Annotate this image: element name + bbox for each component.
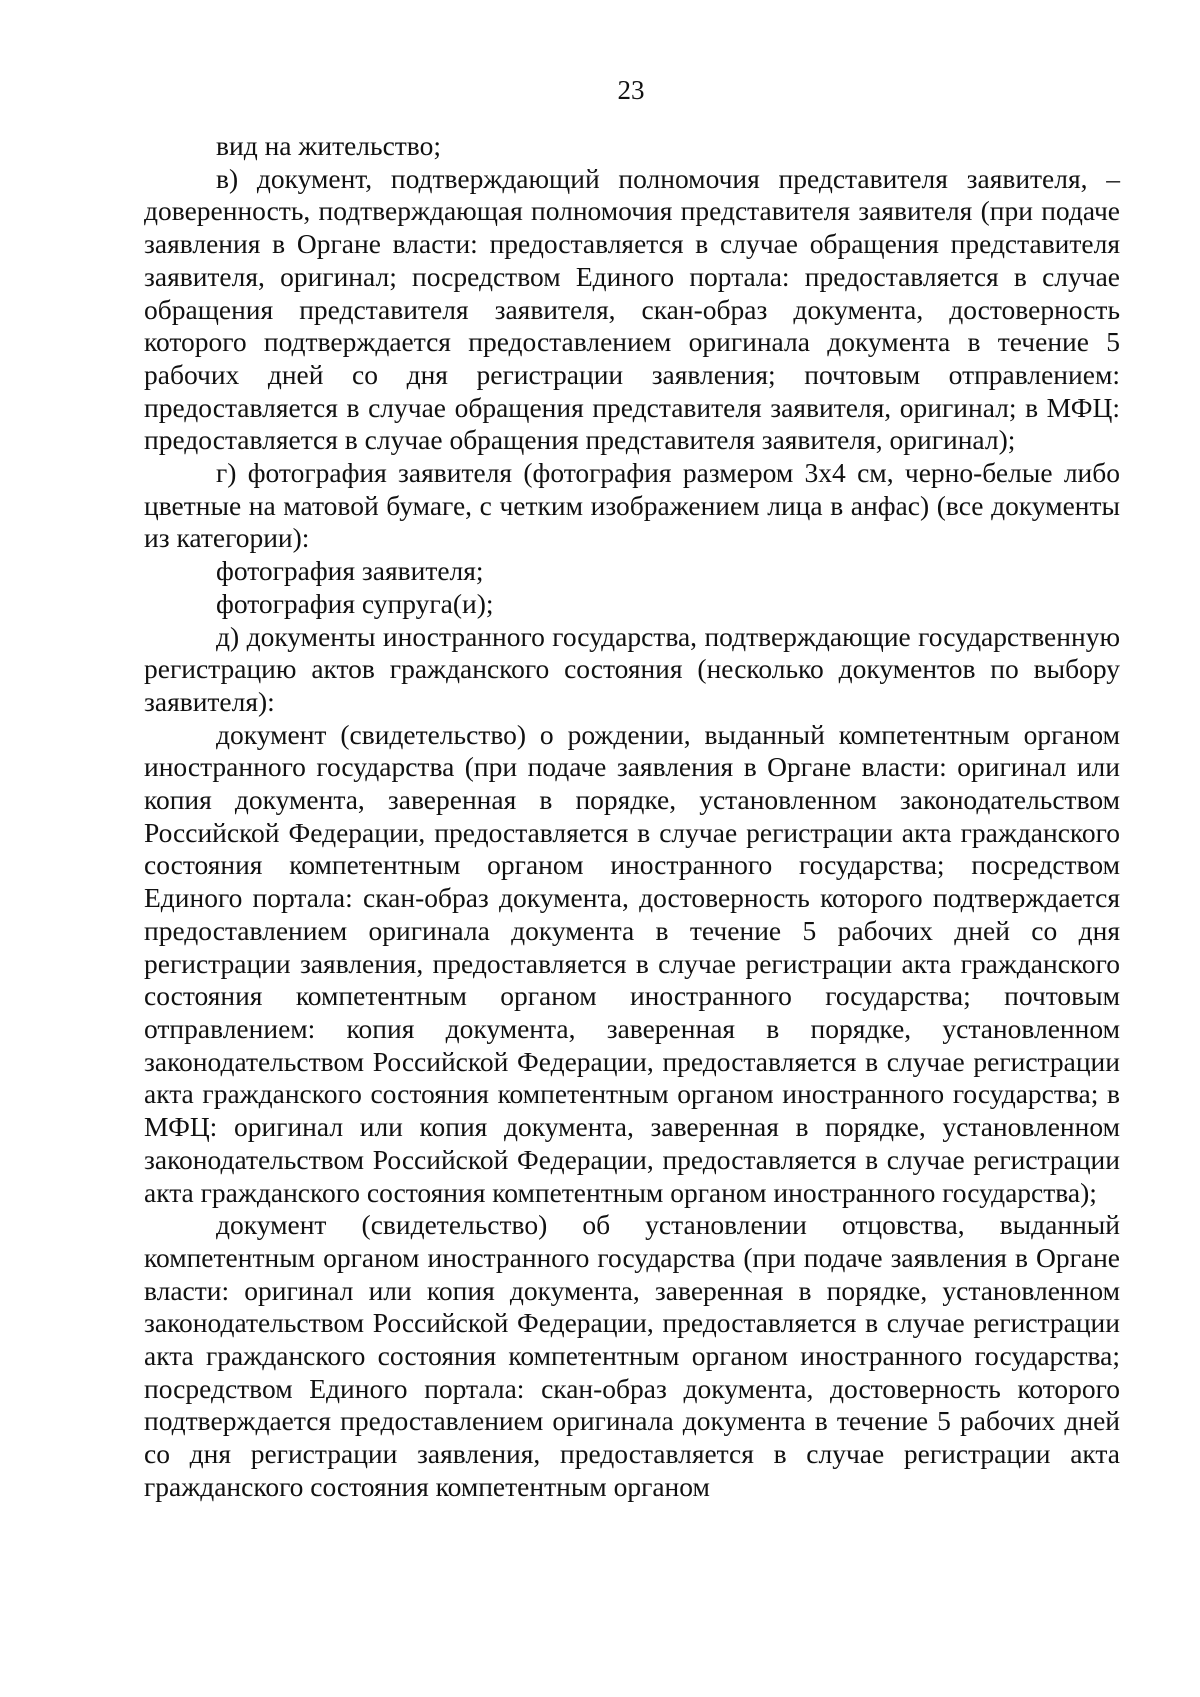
paragraph-representative-authority: в) документ, подтверждающий полномочия представителя заявителя, – доверенность, подтверждающая полномочия представителя заявителя (при подаче заявления в Органе власти: предоставляется в случае обращения представителя заявителя, оригинал; посредством Единого портала: предоставляется в случае обращения представителя заявителя, скан-образ документа, достоверность которого подтверждается предоставлением оригинала документа в течение 5 рабочих дней со дня регистрации заявления; почтовым отправлением: предоставляется в случае обращения представителя заявителя, оригинал; в МФЦ: предоставляется в случае обращения представителя заявителя, оригинал); xyxy=(144,162,1120,456)
page-number: 23 xyxy=(617,75,645,105)
paragraph-photo-spouse: фотография супруга(и); xyxy=(216,587,494,619)
paragraph-photo-applicant: фотография заявителя; xyxy=(216,555,484,587)
document-body xyxy=(144,130,1120,1504)
paragraph-birth-certificate: документ (свидетельство) о рождении, выданный компетентным органом иностранного государства (при подаче заявления в Органе власти: оригинал или копия документа, заверенная в порядке, установленном законодательством Российской Федерации, предоставляется в случае регистрации акта гражданского состояния компетентным органом иностранного государства; посредством Единого портала: скан-образ документа, достоверность которого подтверждается предоставлением оригинала документа в течение 5 рабочих дней со дня регистрации заявления, предоставляется в случае регистрации акта гражданского состояния компетентным органом иностранного государства; почтовым отправлением: копия документа, заверенная в порядке, установленном законодательством Российской Федерации, предоставляется в случае регистрации акта гражданского состояния компетентным органом иностранного государства; в МФЦ: оригинал или копия документа, заверенная в порядке, установленном законодательством Российской Федерации, предоставляется в случае регистрации акта гражданского состояния компетентным органом иностранного государства); xyxy=(144,718,1120,1208)
paragraph-applicant-photo: г) фотография заявителя (фотография размером 3х4 см, черно-белые либо цветные на матовой бумаге, с четким изображением лица в анфас) (все документы из категории): xyxy=(144,457,1120,554)
paragraph-foreign-documents: д) документы иностранного государства, подтверждающие государственную регистрацию актов гражданского состояния (несколько документов по выбору заявителя): xyxy=(144,620,1120,717)
paragraph-paternity-certificate: документ (свидетельство) об установлении отцовства, выданный компетентным органом иностранного государства (при подаче заявления в Органе власти: оригинал или копия документа, заверенная в порядке, установленном законодательством Российской Федерации, предоставляется в случае регистрации акта гражданского состояния компетентным органом иностранного государства; посредством Единого портала: скан-образ документа, достоверность которого подтверждается предоставлением оригинала документа в течение 5 рабочих дней со дня регистрации заявления, предоставляется в случае регистрации акта гражданского состояния компетентным органом xyxy=(144,1209,1120,1502)
paragraph-residence-permit: вид на жительство; xyxy=(216,130,441,161)
